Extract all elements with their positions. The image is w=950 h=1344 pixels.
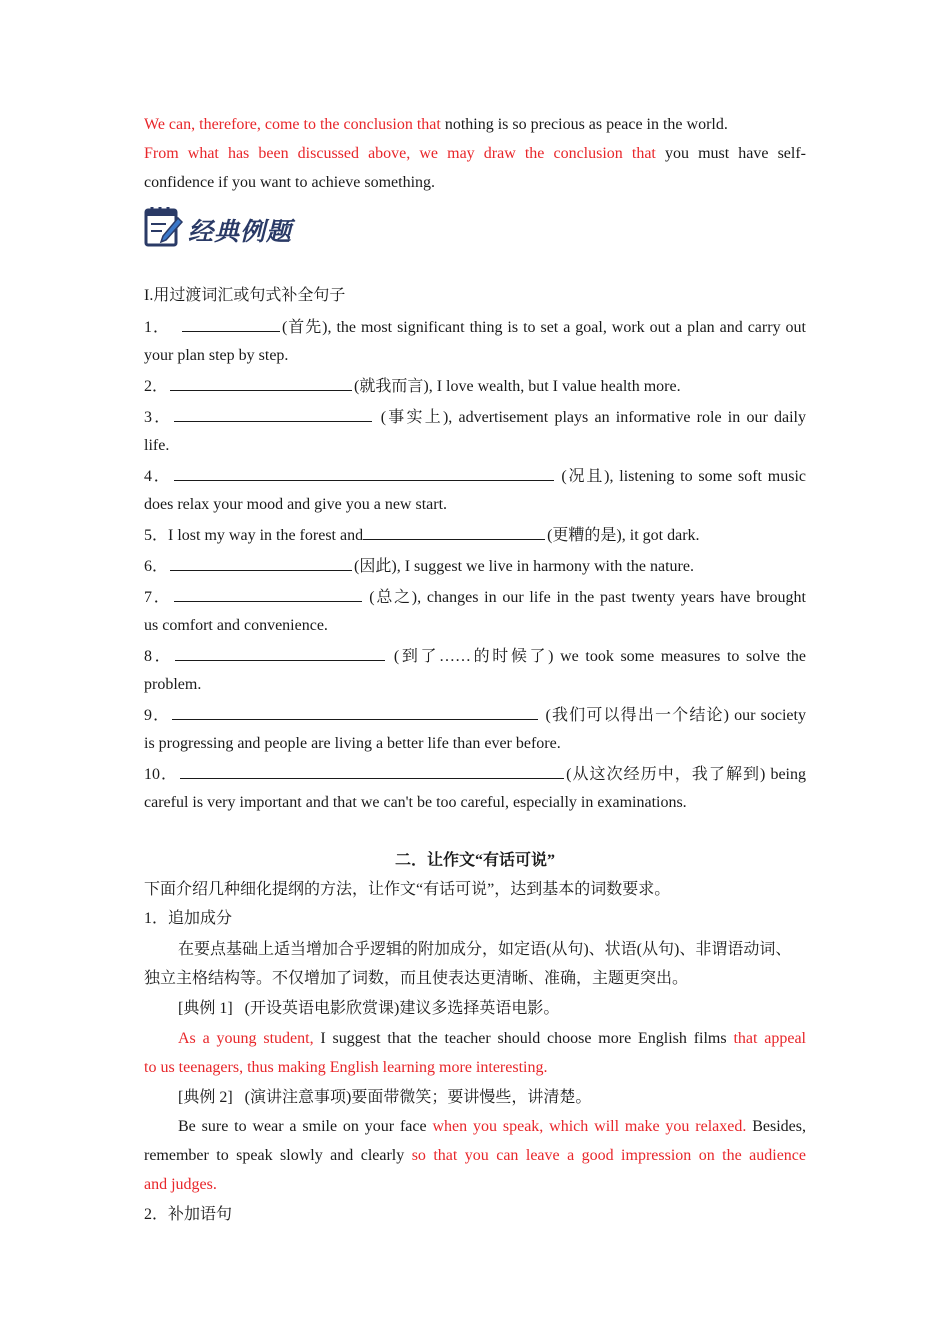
intro-red-phrase: We can, therefore, come to the conclusion that — [144, 116, 441, 133]
item-hint: (因此) — [354, 558, 397, 575]
exercise-item-1 — [144, 316, 806, 339]
item-text: , I love wealth, but I value health more. — [428, 378, 681, 395]
example-2-answer-line-3: and judges. — [144, 1176, 217, 1193]
item-hint: (首先) — [281, 319, 328, 336]
item-number: 10． — [144, 766, 179, 783]
exercise-item-5 — [144, 524, 806, 547]
item-text: , listening to some soft music — [609, 468, 806, 485]
section-intro: 下面介绍几种细化提纲的方法，让作文“有话可说”，达到基本的词数要求。 — [144, 881, 671, 898]
answer-blank[interactable] — [174, 406, 372, 422]
item-hint: (从这次经历中，我了解到) — [566, 766, 766, 783]
example-1-answer-line-1 — [144, 1028, 806, 1050]
example-1-prompt — [144, 998, 806, 1020]
example-2-answer-line-1 — [144, 1116, 806, 1138]
answer-blank[interactable] — [170, 375, 352, 391]
answer-text: I suggest that the teacher should choose more English films — [313, 1030, 734, 1047]
exercise-item-9 — [144, 704, 806, 727]
answer-text: Besides, — [746, 1118, 806, 1135]
answer-text: remember to speak slowly and clearly — [144, 1147, 412, 1164]
section-title: 二．让作文“有话可说” — [394, 852, 555, 869]
item-hint: (总之) — [369, 589, 418, 606]
example-label: [典例 2] — [178, 1089, 233, 1106]
example-task: (开设英语电影欣赏课)建议多选择英语电影。 — [244, 1000, 560, 1017]
item-hint: (就我而言) — [354, 378, 429, 395]
item-hint: (况且) — [561, 468, 610, 485]
intro-text: nothing is so precious as peace in the world. — [440, 116, 728, 133]
item-text: our society — [729, 707, 806, 724]
item-number: 8． — [144, 648, 174, 665]
item-number: 5． — [144, 527, 169, 544]
intro-line-2 — [144, 143, 806, 165]
exercise-item-2 — [144, 375, 806, 398]
item-text: , advertisement plays an informative role in our daily — [448, 409, 806, 426]
intro-line-3: confidence if you want to achieve something. — [144, 174, 436, 191]
exercise-item-4 — [144, 465, 806, 488]
item-number: 9． — [144, 707, 171, 724]
example-2-prompt — [144, 1087, 806, 1109]
exercise-item-1-cont: your plan step by step. — [144, 347, 289, 364]
answer-blank[interactable] — [174, 586, 362, 602]
item-number: 1． — [144, 319, 170, 336]
exercise-item-3 — [144, 406, 806, 429]
item-hint: (事实上) — [380, 409, 449, 426]
example-label: [典例 1] — [178, 1000, 233, 1017]
exercise-item-8 — [144, 645, 806, 668]
item-hint: (到了……的时候了) — [393, 648, 554, 665]
exercise-item-3-cont: life. — [144, 437, 170, 454]
exercise-item-10 — [144, 763, 806, 786]
exercise-item-7-cont: us comfort and convenience. — [144, 617, 328, 634]
exercise-heading: I.用过渡词汇或句式补全句子 — [144, 287, 346, 304]
item-number: 7． — [144, 589, 172, 606]
answer-blank[interactable] — [180, 763, 564, 779]
exercise-item-9-cont: is progressing and people are living a better life than ever before. — [144, 735, 561, 752]
item-text: , it got dark. — [621, 527, 700, 544]
item-hint: (更糟的是) — [547, 527, 622, 544]
answer-blank[interactable] — [172, 704, 538, 720]
added-phrase: when you speak, which will make you relaxed. — [432, 1118, 747, 1135]
item-text: , the most significant thing is to set a goal, work out a plan and carry out — [327, 319, 806, 336]
answer-blank[interactable] — [363, 524, 545, 540]
subheading-1: 1．追加成分 — [144, 910, 233, 927]
item-hint: (我们可以得出一个结论) — [545, 707, 729, 724]
method-paragraph-line-1: 在要点基础上适当增加合乎逻辑的附加成分，如定语(从句)、状语(从句)、非谓语动词、 — [178, 941, 792, 958]
answer-blank[interactable] — [170, 555, 352, 571]
item-text: , I suggest we live in harmony with the nature. — [396, 558, 694, 575]
added-phrase: As a young student, — [178, 1030, 314, 1047]
banner-title: 经典例题 — [188, 217, 293, 246]
item-text: being — [765, 766, 806, 783]
example-task: (演讲注意事项)要面带微笑；要讲慢些，讲清楚。 — [244, 1089, 592, 1106]
exercise-item-4-cont: does relax your mood and give you a new start. — [144, 496, 448, 513]
exercise-item-10-cont: careful is very important and that we can't be too careful, especially in examinations. — [144, 794, 687, 811]
added-phrase: that appeal — [733, 1030, 807, 1047]
answer-blank[interactable] — [182, 316, 280, 332]
example-1-answer-line-2: to us teenagers, thus making English learning more interesting. — [144, 1059, 548, 1076]
exercise-item-6 — [144, 555, 806, 578]
intro-text: you must have self- — [655, 145, 807, 162]
intro-line-1 — [144, 114, 806, 136]
item-number: 4． — [144, 468, 172, 485]
intro-red-phrase: From what has been discussed above, we may draw the conclusion that — [144, 145, 656, 162]
exercise-item-8-cont: problem. — [144, 676, 202, 693]
added-phrase: so that you can leave a good impression on the audience — [411, 1147, 807, 1164]
answer-blank[interactable] — [174, 465, 554, 481]
item-number: 6． — [144, 558, 169, 575]
answer-blank[interactable] — [175, 645, 385, 661]
notepad-pen-icon — [144, 204, 184, 248]
example-2-answer-line-2 — [144, 1145, 806, 1167]
answer-text: Be sure to wear a smile on your face — [178, 1118, 433, 1135]
item-number: 3． — [144, 409, 173, 426]
item-number: 2． — [144, 378, 169, 395]
item-text: we took some measures to solve the — [553, 648, 806, 665]
exercise-item-7 — [144, 586, 806, 609]
method-paragraph-line-2: 独立主格结构等。不仅增加了词数，而且使表达更清晰、准确，主题更突出。 — [144, 970, 689, 987]
item-text: I lost my way in the forest and — [168, 527, 364, 544]
section-banner — [144, 204, 314, 248]
subheading-2: 2．补加语句 — [144, 1206, 233, 1223]
item-text: , changes in our life in the past twenty years have brought — [417, 589, 806, 606]
